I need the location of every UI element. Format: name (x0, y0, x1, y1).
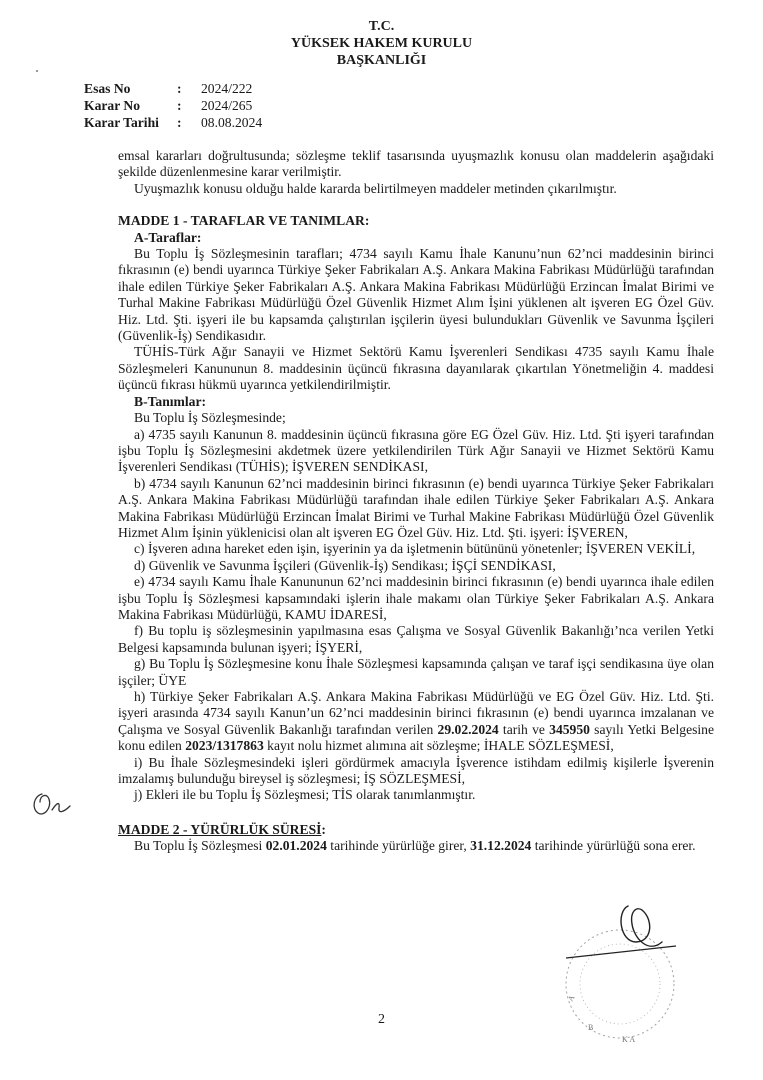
header-presidency: BAŞKANLIĞI (336, 53, 427, 68)
authorization-paragraph: TÜHİS-Türk Ağır Sanayii ve Hizmet Sektörü Kamu İşverenleri Sendikası 4735 sayılı Kamu İhale Sözleşmeleri Kanununun 8. maddesinin üçüncü fıkrasına dayanılarak çıkartılan Yönetmeliğin 4. maddesi üçüncü fıkrası hükmü uyarınca yetkilendirilmiştir. (118, 344, 714, 393)
decision-no-value: 2024/265 (201, 98, 253, 113)
definition-a: a) 4735 sayılı Kanunun 8. maddesinin üçüncü fıkrasına göre EG Özel Güv. Hiz. Ltd. Şti işyeri tarafından işbu Toplu İş Sözleşmesini akdetmek üzere yetkilendirilen Türk Ağır Sanayii ve Hizmet Sektörü Kamu İşverenleri Sendikası (TÜHİS); İŞVEREN SENDİKASI, (118, 426, 714, 475)
end-date: 31.12.2024 (470, 838, 532, 854)
scan-speck (36, 70, 38, 72)
intro-note: Uyuşmazlık konusu olduğu halde kararda belirtilmeyen maddeler metinden çıkarılmıştır. (134, 180, 617, 196)
parties-paragraph: Bu Toplu İş Sözleşmesinin tarafları; 4734 sayılı Kamu İhale Kanunu’nun 62’nci maddesinin birinci fıkrasının (e) bendi uyarınca Türkiye Şeker Fabrikaları A.Ş. Ankara Makina Fabrikası Müdürlüğü tarafından ihale edilen Türkiye Şeker Fabrikaları A.Ş. Ankara Makina Fabrikası Müdürlüğü Erzincan İmalat Birimi ve Turhal Makine Fabrikası Müdürlüğü Özel Güvenlik Hizmet Alım İşini yüklenen alt işveren EG Özel Güv. Hiz. Ltd. Şti. işyeri ile bu kapsamda çalıştırılan işçilerin üyesi bulundukları Güvenlik ve Savunma İşçileri (Güvenlik-İş) Sendikasıdır. (118, 246, 714, 344)
intro-paragraph: emsal kararları doğrultusunda; sözleşme teklif tasarısında uyuşmazlık konusu olan maddelerin aşağıdaki şekilde düzenlenmesine karar verilmiştir. (118, 148, 714, 180)
validity-paragraph (118, 838, 714, 854)
definition-h-text-1: h) Türkiye Şeker Fabrikaları A.Ş. Ankara Makina Fabrikası Müdürlüğü ve EG Özel Güv. Hiz. Ltd. Şti. işyeri arasında 4734 sayılı Kanun’un 62’nci maddesinin birinci fıkrasının (e) bendi uyarınca imzalanan ve Çalışma ve Sosyal Güvenlik Bakanlığı tarafından verilen (118, 689, 714, 737)
certificate-date: 29.02.2024 (437, 721, 499, 737)
decision-date-row (84, 114, 262, 131)
document-header (0, 18, 763, 69)
document-body (118, 148, 714, 855)
colon: : (177, 115, 182, 130)
case-no-label: Esas No (84, 81, 131, 96)
article-1-title (118, 213, 714, 229)
svg-text:B: B (588, 1023, 594, 1032)
article-2-title (118, 822, 714, 838)
start-date: 02.01.2024 (265, 838, 327, 854)
article-1-title-text: MADDE 1 - TARAFLAR VE TANIMLAR: (118, 213, 370, 229)
definition-h-text-4: kayıt nolu hizmet alımına ait sözleşme; İHALE SÖZLEŞMESİ, (263, 738, 614, 754)
case-no-row (84, 80, 262, 97)
registration-number: 2023/1317863 (185, 738, 264, 754)
official-seal-stamp (558, 902, 688, 1052)
handwritten-initials (28, 786, 74, 822)
colon: : (177, 98, 182, 113)
header-institution: YÜKSEK HAKEM KURULU (290, 36, 473, 51)
svg-text:K A: K A (622, 1035, 636, 1044)
header-tc: T.C. (368, 19, 395, 34)
definition-f: f) Bu toplu iş sözleşmesinin yapılmasına esas Çalışma ve Sosyal Güvenlik Bakanlığı’nca verilen Yetki Belgesi kapsamında bulunan işyeri; İŞYERİ, (118, 623, 714, 655)
definition-i: i) Bu İhale Sözleşmesindeki işleri gördürmek amacıyla İşverence istihdam edilmiş kişilerle İşverenin imzalamış bulunduğu bireysel iş sözleşmesi; İŞ SÖZLEŞMESİ, (118, 754, 714, 787)
article-2-title-text: MADDE 2 - YÜRÜRLÜK SÜRESİ (118, 821, 322, 837)
svg-text:A: A (565, 993, 577, 1003)
validity-text-1: Bu Toplu İş Sözleşmesi (134, 838, 266, 854)
definition-j: j) Ekleri ile bu Toplu İş Sözleşmesi; TİS olarak tanımlanmıştır. (134, 787, 476, 803)
decision-no-label: Karar No (84, 98, 141, 113)
definition-g: g) Bu Toplu İş Sözleşmesine konu İhale Sözleşmesi kapsamında çalışan ve taraf işçi sendikasına üye olan işçiler; ÜYE (118, 656, 714, 688)
definition-h (118, 689, 714, 755)
definitions-heading: B-Tanımlar: (134, 393, 207, 409)
case-no-value: 2024/222 (201, 81, 253, 96)
colon: : (177, 81, 182, 96)
decision-no-row (84, 97, 262, 114)
definition-h-text-3: sayılı Yetki Belgesine konu edilen (118, 721, 714, 754)
article-2-title-colon: : (321, 821, 326, 837)
definition-h-text-2: tarih ve (498, 721, 550, 737)
definition-b: b) 4734 sayılı Kanunun 62’nci maddesinin birinci fıkrasının (e) bendi uyarınca Türkiye Şeker Fabrikaları A.Ş. Ankara Makina Fabrikası Müdürlüğü tarafından ihale edilen Türkiye Şeker Fabrikaları A.Ş. Ankara Makina Fabrikası Müdürlüğü Erzincan İmalat Birimi ve Turhal Makine Fabrikası Müdürlüğü Özel Güvenlik Hizmet Alım İşinin yüklenicisi olan alt işveren EG Özel Güv. Hiz. Ltd. Şti. işyeri: İŞVEREN, (118, 475, 714, 540)
definitions-intro: Bu Toplu İş Sözleşmesinde; (134, 410, 286, 426)
decision-date-value: 08.08.2024 (201, 115, 263, 130)
case-info (84, 80, 262, 131)
definition-c: c) İşveren adına hareket eden işin, işyerinin ya da işletmenin bütününü yönetenler; İŞVEREN VEKİLİ, (134, 541, 696, 557)
validity-text-2: tarihinde yürürlüğe girer, (326, 838, 471, 854)
parties-heading: A-Taraflar: (134, 229, 202, 245)
definition-e: e) 4734 sayılı Kamu İhale Kanununun 62’nci maddesinin birinci fıkrasının (e) bendi uyarınca ihale edilen işbu Toplu İş Sözleşmesi kapsamındaki işlerin ihale makamı olan Türkiye Şeker Fabrikaları A.Ş. Ankara Makina Fabrikası Müdürlüğü, KAMU İDARESİ, (118, 574, 714, 622)
decision-date-label: Karar Tarihi (84, 115, 159, 130)
page-number: 2 (378, 1012, 385, 1027)
definition-d: d) Güvenlik ve Savunma İşçileri (Güvenlik-İş) Sendikası; İŞÇİ SENDİKASI, (134, 557, 556, 573)
validity-text-3: tarihinde yürürlüğü sona erer. (531, 838, 696, 854)
certificate-number: 345950 (549, 721, 590, 737)
